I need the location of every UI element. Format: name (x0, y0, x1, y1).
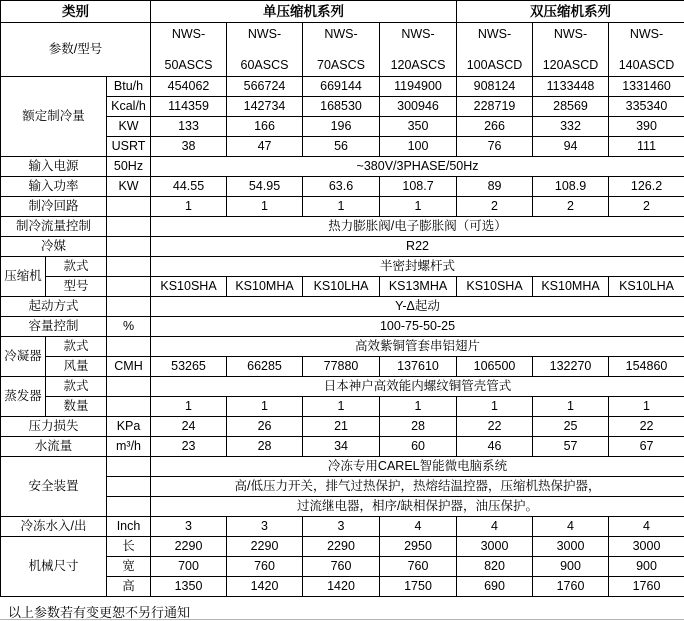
evaporator-style-label: 款式 (46, 377, 107, 397)
compressor-model-label: 型号 (46, 277, 107, 297)
value-cell: 89 (457, 177, 533, 197)
safety-line: 冷冻专用CAREL智能微电脑系统 (151, 457, 684, 477)
value-cell: 760 (303, 557, 380, 577)
model-code: 70ASCS (303, 58, 379, 72)
value-cell: 1 (380, 197, 457, 217)
input-power-label: 输入功率 (1, 177, 107, 197)
value-cell: 94 (533, 137, 609, 157)
value-cell: 760 (227, 557, 303, 577)
value-cell: 28 (380, 417, 457, 437)
value-cell: KS10LHA (303, 277, 380, 297)
value-cell: 335340 (609, 97, 684, 117)
value-cell: 166 (227, 117, 303, 137)
water-inlet-label: 冷冻水入/出 (1, 517, 107, 537)
unit-cell: 50Hz (107, 157, 151, 177)
value-cell: 1194900 (380, 77, 457, 97)
unit-cell (107, 297, 151, 317)
value-cell: 900 (533, 557, 609, 577)
value-cell: 3 (227, 517, 303, 537)
value-cell: 34 (303, 437, 380, 457)
evaporator-qty-label: 数量 (46, 397, 107, 417)
value-cell: 106500 (457, 357, 533, 377)
compressor-style-value: 半密封螺杆式 (151, 257, 684, 277)
value-cell: 3000 (533, 537, 609, 557)
model-prefix: NWS- (380, 27, 456, 41)
unit-cell (107, 377, 151, 397)
value-cell: 1 (151, 197, 227, 217)
unit-cell (107, 217, 151, 237)
value-cell: KS10MHA (533, 277, 609, 297)
unit-cell: CMH (107, 357, 151, 377)
model-code: 60ASCS (227, 58, 302, 72)
power-supply-label: 输入电源 (1, 157, 107, 177)
value-cell: 908124 (457, 77, 533, 97)
pressure-loss-row (1, 417, 684, 437)
dimension-length-label: 长 (107, 537, 151, 557)
value-cell: 2 (609, 197, 684, 217)
value-cell: 454062 (151, 77, 227, 97)
value-cell: 3000 (609, 537, 684, 557)
unit-cell (107, 477, 151, 497)
flow-control-label: 制冷流量控制 (1, 217, 107, 237)
value-cell: 1 (303, 197, 380, 217)
value-cell: 77880 (303, 357, 380, 377)
value-cell: KS10SHA (151, 277, 227, 297)
unit-cell: Inch (107, 517, 151, 537)
cooling-label: 额定制冷量 (1, 77, 107, 157)
condenser-airflow-row (1, 357, 684, 377)
value-cell: 390 (609, 117, 684, 137)
value-cell: 108.7 (380, 177, 457, 197)
value-cell: 1 (227, 397, 303, 417)
value-cell: 44.55 (151, 177, 227, 197)
model-cell (533, 23, 609, 77)
model-code: 100ASCD (457, 58, 532, 72)
value-cell: 266 (457, 117, 533, 137)
value-cell: 2290 (303, 537, 380, 557)
value-cell: 1 (609, 397, 684, 417)
value-cell: 63.6 (303, 177, 380, 197)
unit-cell (107, 337, 151, 357)
double-series-header: 双压缩机系列 (457, 1, 684, 23)
value-cell: 26 (227, 417, 303, 437)
unit-cell (107, 277, 151, 297)
unit-cell: Btu/h (107, 77, 151, 97)
value-cell: KS10LHA (609, 277, 684, 297)
value-cell: 28 (227, 437, 303, 457)
value-cell: 669144 (303, 77, 380, 97)
start-mode-label: 起动方式 (1, 297, 107, 317)
value-cell: 820 (457, 557, 533, 577)
model-cell (609, 23, 684, 77)
value-cell: 1760 (609, 577, 684, 597)
value-cell: 168530 (303, 97, 380, 117)
value-cell: 1750 (380, 577, 457, 597)
value-cell: 132270 (533, 357, 609, 377)
value-cell: 4 (609, 517, 684, 537)
model-cell (151, 23, 227, 77)
unit-cell: USRT (107, 137, 151, 157)
value-cell: 126.2 (609, 177, 684, 197)
power-supply-value: ~380V/3PHASE/50Hz (151, 157, 684, 177)
value-cell: 24 (151, 417, 227, 437)
value-cell: 3000 (457, 537, 533, 557)
water-inlet-row (1, 517, 684, 537)
start-mode-value: Y-Δ起动 (151, 297, 684, 317)
value-cell: 2290 (151, 537, 227, 557)
value-cell: 53265 (151, 357, 227, 377)
value-cell: 22 (609, 417, 684, 437)
value-cell: 332 (533, 117, 609, 137)
value-cell: 67 (609, 437, 684, 457)
evaporator-qty-row (1, 397, 684, 417)
value-cell: 196 (303, 117, 380, 137)
value-cell: 22 (457, 417, 533, 437)
value-cell: 4 (533, 517, 609, 537)
value-cell: 1420 (227, 577, 303, 597)
dimension-length-row (1, 537, 684, 557)
value-cell: 2290 (227, 537, 303, 557)
unit-cell: % (107, 317, 151, 337)
value-cell: 137610 (380, 357, 457, 377)
evaporator-style-value: 日本神户高效能内螺纹铜管壳管式 (151, 377, 684, 397)
capacity-control-row (1, 317, 684, 337)
unit-cell (107, 237, 151, 257)
unit-cell (107, 197, 151, 217)
value-cell: 1 (151, 397, 227, 417)
unit-cell (107, 257, 151, 277)
model-cell (457, 23, 533, 77)
value-cell: 60 (380, 437, 457, 457)
value-cell: 4 (380, 517, 457, 537)
value-cell: 2 (457, 197, 533, 217)
capacity-control-label: 容量控制 (1, 317, 107, 337)
value-cell: 300946 (380, 97, 457, 117)
dimension-height-label: 高 (107, 577, 151, 597)
model-code: 140ASCD (609, 58, 684, 72)
value-cell: 1 (380, 397, 457, 417)
value-cell: 760 (380, 557, 457, 577)
model-row-label: 参数/型号 (1, 23, 151, 77)
condenser-airflow-label: 风量 (46, 357, 107, 377)
compressor-style-label: 款式 (46, 257, 107, 277)
dimensions-label: 机械尺寸 (1, 537, 107, 597)
evaporator-label: 蒸发器 (1, 377, 46, 417)
model-prefix: NWS- (151, 27, 226, 41)
footer-note: 以上参数若有变更恕不另行通知 (0, 597, 684, 619)
value-cell: 57 (533, 437, 609, 457)
value-cell: 1 (227, 197, 303, 217)
water-flow-label: 水流量 (1, 437, 107, 457)
unit-cell: Kcal/h (107, 97, 151, 117)
compressor-model-row (1, 277, 684, 297)
model-prefix: NWS- (227, 27, 302, 41)
evaporator-style-row (1, 377, 684, 397)
safety-row-1 (1, 457, 684, 477)
water-flow-row (1, 437, 684, 457)
compressor-label: 压缩机 (1, 257, 46, 297)
value-cell: 1420 (303, 577, 380, 597)
value-cell: KS10MHA (227, 277, 303, 297)
value-cell: 900 (609, 557, 684, 577)
value-cell: 46 (457, 437, 533, 457)
value-cell: 1 (303, 397, 380, 417)
value-cell: 1350 (151, 577, 227, 597)
category-header: 类别 (1, 1, 151, 23)
value-cell: 228719 (457, 97, 533, 117)
safety-label: 安全装置 (1, 457, 107, 517)
model-prefix: NWS- (533, 27, 608, 41)
model-cell (303, 23, 380, 77)
value-cell: 1760 (533, 577, 609, 597)
model-row (1, 23, 684, 77)
value-cell: 142734 (227, 97, 303, 117)
value-cell: 2 (533, 197, 609, 217)
value-cell: 76 (457, 137, 533, 157)
model-cell (380, 23, 457, 77)
circuits-label: 制冷回路 (1, 197, 107, 217)
value-cell: KS13MHA (380, 277, 457, 297)
unit-cell (107, 497, 151, 517)
flow-control-value: 热力膨胀阀/电子膨胀阀（可选） (151, 217, 684, 237)
pressure-loss-label: 压力损失 (1, 417, 107, 437)
value-cell: 133 (151, 117, 227, 137)
value-cell: 1133448 (533, 77, 609, 97)
value-cell: 1 (457, 397, 533, 417)
value-cell: 66285 (227, 357, 303, 377)
dimension-width-label: 宽 (107, 557, 151, 577)
safety-line: 高/低压力开关，排气过热保护，热熔结温控器，压缩机热保护器， (151, 477, 684, 497)
value-cell: 1 (533, 397, 609, 417)
refrigerant-row (1, 237, 684, 257)
refrigerant-label: 冷媒 (1, 237, 107, 257)
unit-cell: KW (107, 177, 151, 197)
unit-cell: KW (107, 117, 151, 137)
value-cell: 56 (303, 137, 380, 157)
value-cell: 38 (151, 137, 227, 157)
single-series-header: 单压缩机系列 (151, 1, 457, 23)
value-cell: KS10SHA (457, 277, 533, 297)
value-cell: 54.95 (227, 177, 303, 197)
value-cell: 28569 (533, 97, 609, 117)
value-cell: 25 (533, 417, 609, 437)
model-code: 50ASCS (151, 58, 226, 72)
model-cell (227, 23, 303, 77)
value-cell: 3 (303, 517, 380, 537)
flow-control-row (1, 217, 684, 237)
value-cell: 700 (151, 557, 227, 577)
value-cell: 1331460 (609, 77, 684, 97)
value-cell: 111 (609, 137, 684, 157)
value-cell: 4 (457, 517, 533, 537)
start-mode-row (1, 297, 684, 317)
condenser-label: 冷凝器 (1, 337, 46, 377)
value-cell: 23 (151, 437, 227, 457)
condenser-style-row (1, 337, 684, 357)
unit-cell: KPa (107, 417, 151, 437)
refrigerant-value: R22 (151, 237, 684, 257)
header-row (1, 1, 684, 23)
value-cell: 21 (303, 417, 380, 437)
value-cell: 566724 (227, 77, 303, 97)
value-cell: 100 (380, 137, 457, 157)
value-cell: 3 (151, 517, 227, 537)
safety-line: 过流继电器，相序/缺相保护器，油压保护。 (151, 497, 684, 517)
compressor-style-row (1, 257, 684, 277)
circuits-row (1, 197, 684, 217)
value-cell: 2950 (380, 537, 457, 557)
unit-cell: m³/h (107, 437, 151, 457)
model-prefix: NWS- (303, 27, 379, 41)
capacity-control-value: 100-75-50-25 (151, 317, 684, 337)
model-code: 120ASCD (533, 58, 608, 72)
value-cell: 108.9 (533, 177, 609, 197)
condenser-style-label: 款式 (46, 337, 107, 357)
value-cell: 154860 (609, 357, 684, 377)
unit-cell (107, 397, 151, 417)
cooling-btu-row (1, 77, 684, 97)
value-cell: 350 (380, 117, 457, 137)
model-code: 120ASCS (380, 58, 456, 72)
condenser-style-value: 高效紫铜管套串铝翅片 (151, 337, 684, 357)
model-prefix: NWS- (457, 27, 532, 41)
value-cell: 114359 (151, 97, 227, 117)
input-power-row (1, 177, 684, 197)
value-cell: 47 (227, 137, 303, 157)
unit-cell (107, 457, 151, 477)
power-supply-row (1, 157, 684, 177)
model-prefix: NWS- (609, 27, 684, 41)
value-cell: 690 (457, 577, 533, 597)
